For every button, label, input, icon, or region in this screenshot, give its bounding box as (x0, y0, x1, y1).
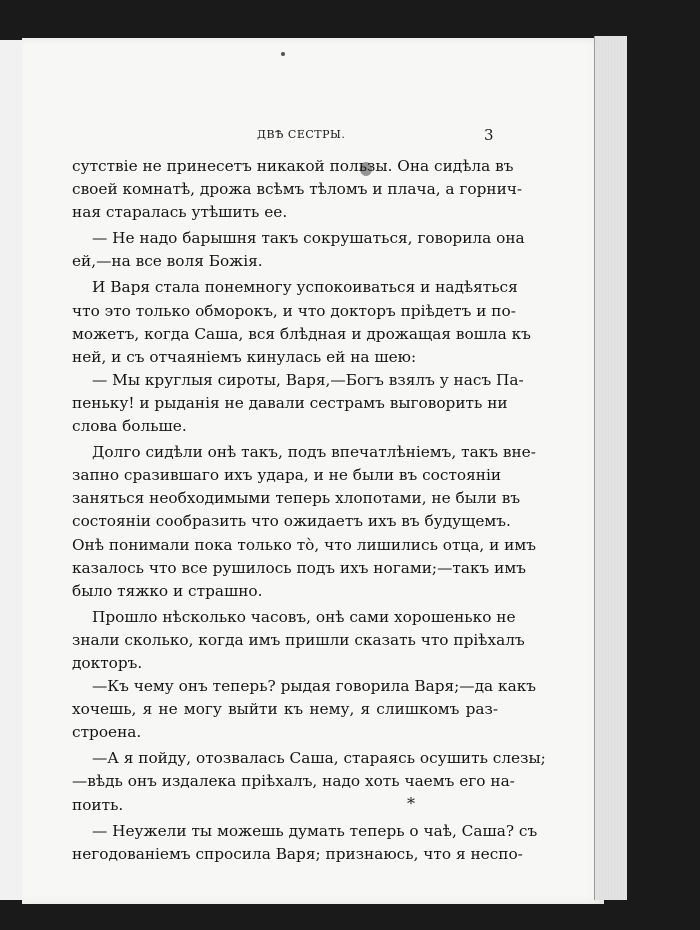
text-line: —А я пойду, отозвалась Саша, стараясь осушить слезы; (92, 749, 546, 768)
facing-page-edge (0, 40, 23, 900)
signature-mark: * (407, 794, 415, 813)
text-line: —Къ чему онъ теперь? рыдая говорила Варя;—да какъ (92, 677, 536, 696)
text-line: ная старалась утѣшить ее. (72, 203, 288, 222)
page-stack-edge (594, 36, 627, 900)
text-line: что это только обморокъ, и что докторъ пріѣдетъ и по- (72, 301, 516, 320)
text-line: сутствіе не принесетъ никакой пользы. Она сидѣла въ (72, 157, 514, 175)
text-line: хочешь, я не могу выйти къ нему, я слишкомъ раз- (72, 700, 498, 719)
page-number: 3 (484, 126, 494, 144)
text-line: — Не надо барышня такъ сокрушаться, говорила она (92, 229, 525, 248)
text-line: поить. (72, 795, 124, 814)
text-line: негодованіемъ спросила Варя; признаюсь, что я неспо- (72, 844, 523, 863)
book-page (22, 38, 604, 904)
text-line: знали сколько, когда имъ пришли сказать что пріѣхалъ (72, 630, 525, 649)
text-line: И Варя стала понемногу успокоиваться и надѣяться (92, 278, 518, 297)
text-line: Прошло нѣсколько часовъ, онѣ сами хорошенько не (92, 607, 516, 626)
text-line: слова больше. (72, 417, 187, 436)
text-line: пеньку! и рыданія не давали сестрамъ выговорить ни (72, 393, 508, 412)
text-line: ней, и съ отчаяніемъ кинулась ей на шею: (72, 347, 417, 366)
text-line: строена. (72, 723, 142, 742)
running-title: ДВѢ СЕСТРЫ. (257, 128, 346, 141)
text-line: —вѣдь онъ издалека пріѣхалъ, надо хоть чаемъ его на- (72, 772, 515, 791)
text-line: казалось что все рушилось подъ ихъ ногами;—такъ имъ (72, 558, 526, 577)
text-line: докторъ. (72, 653, 143, 672)
text-line: — Мы круглыя сироты, Варя,—Богъ взялъ у насъ Па- (92, 370, 524, 389)
text-line: было тяжко и страшно. (72, 581, 263, 600)
text-line: состояніи сообразить что ожидаетъ ихъ въ будущемъ. (72, 512, 511, 531)
page-header (22, 128, 604, 148)
text-line: заняться необходимыми теперь хлопотами, не были въ (72, 489, 521, 508)
text-line: — Неужели ты можешь думать теперь о чаѣ, Саша? съ (92, 821, 538, 840)
text-line: ей,—на все воля Божія. (72, 252, 263, 271)
ink-speck (281, 52, 285, 56)
text-line: запно сразившаго ихъ удара, и не были въ состояніи (72, 466, 502, 485)
text-line: можетъ, когда Саша, вся блѣдная и дрожащая вошла къ (72, 324, 531, 343)
text-line: Онѣ понимали пока только тò, что лишились отца, и имъ (72, 535, 536, 554)
body-text (72, 155, 546, 866)
text-line: своей комнатѣ, дрожа всѣмъ тѣломъ и плача, а горнич- (72, 180, 523, 199)
text-line: Долго сидѣли онѣ такъ, подъ впечатлѣніемъ, такъ вне- (92, 443, 536, 462)
